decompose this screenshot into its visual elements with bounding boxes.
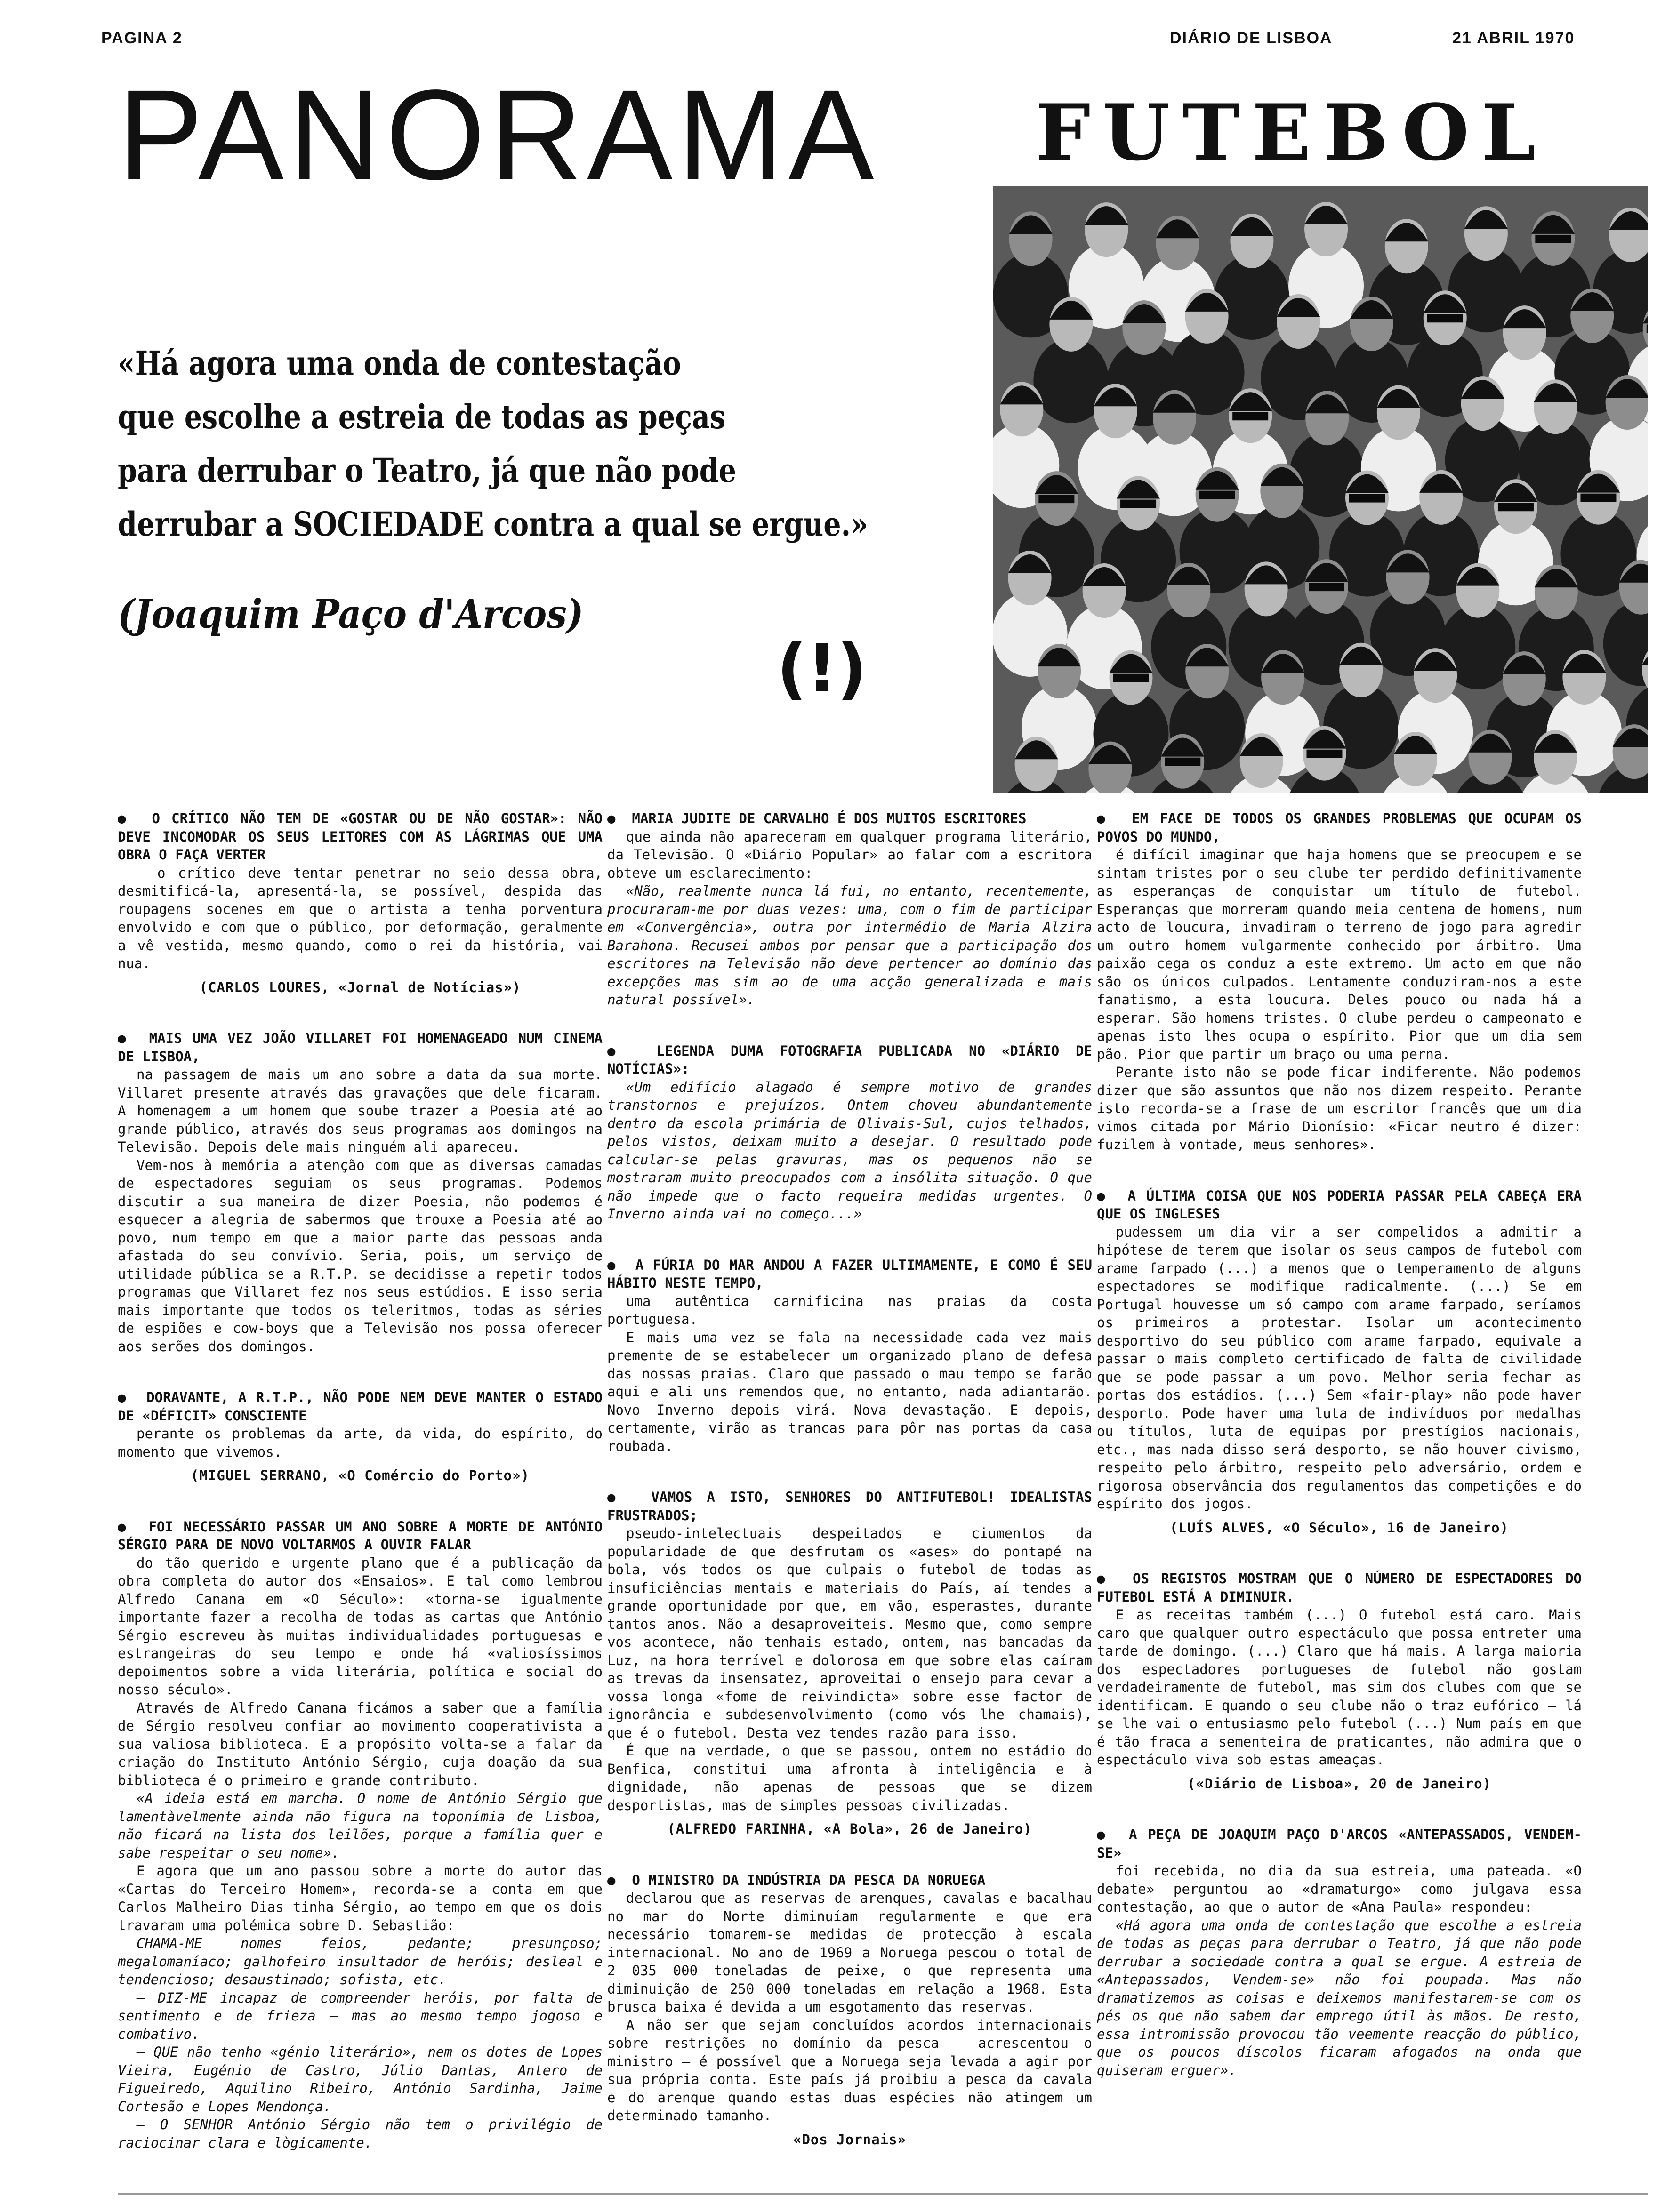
news-item-headline: ● O MINISTRO DA INDÚSTRIA DA PESCA DA NORUEGA — [607, 1871, 1092, 1890]
news-item — [1097, 1826, 1582, 2079]
news-item-paragraph: «Um edifício alagado é sempre motivo de grandes transtornos e prejuízos. Ontem choveu abundantemente dentro da escola primária de Olivais-Sul, cujos telhados, pelos vistos, deixam muito a desejar. O resultado pode calcular-se pelas gravuras, mas os pequenos não se mostraram muito preocupados com a insólita situação. O que não impede que o facto requeira medidas urgentes. O Inverno ainda vai no começo...» — [607, 1079, 1092, 1222]
news-item-headline: ● A ÚLTIMA COISA QUE NOS PODERIA PASSAR PELA CABEÇA ERA QUE OS INGLESES — [1097, 1187, 1582, 1223]
news-item — [607, 1488, 1092, 1838]
lead-quote-line: que escolhe a estreia de todas as peças — [118, 397, 726, 436]
article-column-1 — [118, 809, 603, 2152]
editorial-remark: (!) — [777, 631, 867, 707]
news-item-headline: ● DORAVANTE, A R.T.P., NÃO PODE NEM DEVE MANTER O ESTADO DE «DÉFICIT» CONSCIENTE — [118, 1388, 603, 1425]
news-item — [607, 1871, 1092, 2149]
section-title: FUTEBOL — [1036, 87, 1548, 178]
news-item-paragraph: na passagem de mais um ano sobre a data da sua morte. Villaret presente através das gravações que dele ficaram. A homenagem a um homem que soube trazer a Poesia até ao grande público, através dos seus programas aos domingos na Televisão. Depois dele mais ninguém ali apareceu. — [118, 1066, 603, 1155]
news-item — [1097, 1187, 1582, 1537]
news-item-paragraph: — O SENHOR António Sérgio não tem o privilégio de raciocinar clara e lògicamente. — [118, 2116, 603, 2151]
news-item-paragraph: A não ser que sejam concluídos acordos internacionais sobre restrições no domínio da pesca — acrescentou o ministro — é possível que a Noruega seja levada a agir por sua própria conta. Este país já proibiu a pesca da cavala e do arenque quando estas duas espécies não atingem um determinado tamanho. — [607, 2017, 1092, 2124]
news-item-paragraph: CHAMA-ME nomes feios, pedante; presunçoso; megalomaníaco; galhofeiro insultador de heróis; desleal e tendencioso; desaustinado; sofista, etc. — [118, 1935, 603, 1988]
quote-author: (Joaquim Paço d'Arcos) — [118, 591, 584, 637]
page-number: PAGINA 2 — [101, 29, 183, 47]
news-item-paragraph: Perante isto não se pode ficar indiferente. Não podemos dizer que são assuntos que não nos dizem respeito. Perante isto recorda-se a frase de um escritor francês que um dia vimos citada por Mário Dionísio: «Ficar neutro é dizer: fuzilem à vontade, meus senhores». — [1097, 1064, 1582, 1153]
news-item-paragraph: E agora que um ano passou sobre a morte do autor das «Cartas do Terceiro Homem», recorda-se a conta em que Carlos Malheiro Dias tinha Sérgio, ao tempo em que os dois travaram uma polémica sobre D. Sebastião: — [118, 1863, 603, 1933]
newspaper-name: DIÁRIO DE LISBOA — [1170, 29, 1333, 47]
lead-quote-line: para derrubar o Teatro, já que não pode — [118, 451, 737, 490]
news-item-source: (CARLOS LOURES, «Jornal de Notícias») — [199, 979, 521, 995]
bottom-rule — [118, 2193, 1648, 2195]
news-item-paragraph: — DIZ-ME incapaz de compreender heróis, por falta de sentimento e de frieza — mas ao mesmo tempo jogoso e combativo. — [118, 1989, 603, 2042]
news-item-paragraph: Através de Alfredo Canana ficámos a saber que a família de Sérgio resolveu confiar ao movimento cooperativista a sua valiosa biblioteca. E a propósito volta-se a falar da criação do Instituto António Sérgio, cuja doação da sua biblioteca é o primeiro e grande contributo. — [118, 1699, 603, 1788]
news-item — [607, 1256, 1092, 1456]
news-item-paragraph: É que na verdade, o que se passou, ontem no estádio do Benfica, constitui uma afronta à inteligência e à dignidade, não apenas de pessoas que se dizem desportistas, mas de simples pessoas civilizadas. — [607, 1743, 1092, 1813]
news-item-paragraph: «Há agora uma onda de contestação que escolhe a estreia de todas as peças para derrubar o Teatro, já que não pode derrubar a sociedade contra a qual se ergue. A estreia de «Antepassados, Vendem-se» não foi poupada. Mas não dramatizemos as coisas e deixemos manifestarem-se com os pés os que não sabem dar emprego útil às mãos. De resto, essa intromissão provocou tão veemente reacção do público, que os poucos díscolos ficaram afogados na onda que quiseram erguer». — [1097, 1917, 1582, 2078]
news-item-paragraph: declarou que as reservas de arenques, cavalas e bacalhau no mar do Norte diminuíam regularmente e que era necessário tomarem-se medidas de protecção à escala internacional. No ano de 1969 a Noruega pescou o total de 2 035 000 toneladas de peixe, o que representa uma diminuição de 250 000 toneladas em relação a 1968. Esta brusca baixa é devida a um esgotamento das reservas. — [607, 1890, 1092, 2015]
crowd-photo — [993, 186, 1648, 793]
news-item — [1097, 809, 1582, 1154]
news-item-paragraph: Vem-nos à memória a atenção com que as diversas camadas de espectadores seguiam os seus programas. Podemos discutir a sua maneira de dizer Poesia, não podemos é esquecer a alegria de sabermos que trouxe a Poesia até ao povo, num tempo em que a maior parte das pessoas anda afastada do seu convívio. Seria, pois, um serviço de utilidade pública se a R.T.P. se decidisse a repetir todos programas que Villaret fez nos seus estúdios. E isso seria mais importante que todos os teleritmos, todas as séries de espiões e cow-boys que a Televisão nos possa oferecer aos serões dos domingos. — [118, 1157, 603, 1354]
news-item — [607, 1042, 1092, 1223]
news-item-paragraph: perante os problemas da arte, da vida, do espírito, do momento que vivemos. — [118, 1426, 603, 1460]
news-item-headline: ● OS REGISTOS MOSTRAM QUE O NÚMERO DE ESPECTADORES DO FUTEBOL ESTÁ A DIMINUIR. — [1097, 1570, 1582, 1606]
news-item-headline: ● A FÚRIA DO MAR ANDOU A FAZER ULTIMAMENTE, E COMO É SEU HÁBITO NESTE TEMPO, — [607, 1256, 1092, 1292]
news-item-source: (LUÍS ALVES, «O Século», 16 de Janeiro) — [1170, 1519, 1509, 1536]
news-item — [607, 809, 1092, 1009]
article-column-2 — [607, 809, 1092, 2148]
news-item-paragraph: E as receitas também (...) O futebol está caro. Mais caro que qualquer outro espectáculo que possa entreter uma tarde de domingo. (...) Claro que há mais. A larga maioria dos espectadores portugueses de futebol não gostam verdadeiramente de futebol, mas sim dos clubes com que se identificam. E quando o seu clube não o traz eufórico — lá se lhe vai o entusiasmo pelo futebol (...) Num país em que é tão fraca a sementeira de praticantes, não admira que o espectáculo viva sob estas ameaças. — [1097, 1607, 1582, 1768]
news-item — [1097, 1570, 1582, 1793]
news-item — [118, 1518, 603, 2152]
news-item-headline: ● LEGENDA DUMA FOTOGRAFIA PUBLICADA NO «DIÁRIO DE NOTÍCIAS»: — [607, 1042, 1092, 1078]
news-item-headline: ● VAMOS A ISTO, SENHORES DO ANTIFUTEBOL! IDEALISTAS FRUSTRADOS; — [607, 1488, 1092, 1524]
lead-quote-line: derrubar a SOCIEDADE contra a qual se ergue.» — [118, 505, 868, 544]
news-item-source: (ALFREDO FARINHA, «A Bola», 26 de Janeiro) — [667, 1821, 1032, 1837]
news-item-headline: ● O CRÍTICO NÃO TEM DE «GOSTAR OU DE NÃO GOSTAR»: NÃO DEVE INCOMODAR OS SEUS LEITORES COM AS LÁGRIMAS QUE UMA OBRA O FAÇA VERTER — [118, 809, 603, 864]
news-item-headline: ● EM FACE DE TODOS OS GRANDES PROBLEMAS QUE OCUPAM OS POVOS DO MUNDO, — [1097, 809, 1582, 846]
lead-quote — [118, 337, 868, 551]
news-item-source: «Dos Jornais» — [793, 2131, 906, 2148]
news-item-paragraph: do tão querido e urgente plano que é a publicação da obra completa do autor dos «Ensaios». E tal como lembrou Alfredo Canana em «O Século»: «torna-se igualmente importante fazer a recolha de todas as cartas que António Sérgio escreveu às muitas individualidades portuguesas e estrangeiras do seu tempo e onde há «valiosíssimos depoimentos sobre a vida literária, política e social do nosso século». — [118, 1555, 603, 1698]
news-item-paragraph: «A ideia está em marcha. O nome de António Sérgio que lamentàvelmente ainda não figura na toponímia de Lisboa, não ficará na lista dos leilões, porque a família quer e sabe respeitar o seu nome». — [118, 1790, 603, 1861]
masthead-title: PANORAMA — [118, 63, 879, 206]
news-item-paragraph: — QUE não tenho «génio literário», nem os dotes de Lopes Vieira, Eugénio de Castro, Júlio Dantas, Antero de Figueiredo, Aquilino Ribeiro, António Sardinha, Jaime Cortesão e Lopes Mendonça. — [118, 2044, 603, 2115]
news-item-headline: ● MAIS UMA VEZ JOÃO VILLARET FOI HOMENAGEADO NUM CINEMA DE LISBOA, — [118, 1029, 603, 1066]
news-item-headline: ● FOI NECESSÁRIO PASSAR UM ANO SOBRE A MORTE DE ANTÓNIO SÉRGIO PARA DE NOVO VOLTARMOS A OUVIR FALAR — [118, 1518, 603, 1554]
news-item-paragraph: uma autêntica carnificina nas praias da costa portuguesa. — [607, 1293, 1092, 1327]
news-item-paragraph: pseudo-intelectuais despeitados e ciumentos da popularidade de que desfrutam os «ases» do pontapé na bola, vós todos os que culpais o futebol de todas as insuficiências mentais e materiais do País, aí tendes a grande oportunidade por que, em vão, esperastes, durante tantos anos. Não a desaproveiteis. Mesmo que, como sempre vos acontece, não tenhais estado, ontem, nas bancadas da Luz, na hora terrível e dolorosa em que sobre elas caíram as trevas da insensatez, aproveitai o ensejo para cevar a vossa longa «fome de reivindicta» sobre esse factor de ignorância e subdesenvolvimento (como vós lhe chamais), que é o futebol. Desta vez tendes razão para isso. — [607, 1525, 1092, 1741]
news-item-source: («Diário de Lisboa», 20 de Janeiro) — [1187, 1775, 1492, 1792]
news-item-paragraph: que ainda não apareceram em qualquer programa literário, da Televisão. O «Diário Popular» ao falar com a escritora obteve um esclarecimento: — [607, 828, 1092, 881]
news-item — [118, 1029, 603, 1355]
issue-date: 21 ABRIL 1970 — [1452, 29, 1575, 47]
news-item-paragraph: — o crítico deve tentar penetrar no seio dessa obra, desmitificá-la, apresentá-la, se possível, despida das roupagens socenes em que o artista a tenha porventura envolvido e com que o público, por deformação, geralmente a vê vestida, mesmo quando, como o rei da história, vai nua. — [118, 865, 603, 971]
news-item-headline: ● A PEÇA DE JOAQUIM PAÇO D'ARCOS «ANTEPASSADOS, VENDEM-SE» — [1097, 1826, 1582, 1862]
news-item-headline: ● MARIA JUDITE DE CARVALHO É DOS MUITOS ESCRITORES — [607, 809, 1092, 828]
news-item — [118, 1388, 603, 1485]
article-column-3 — [1097, 809, 1582, 2079]
news-item — [118, 809, 603, 996]
news-item-paragraph: é difícil imaginar que haja homens que se preocupem e se sintam tristes por o seu clube ter perdido definitivamente as esperanças de conquistar um título de futebol. Esperanças que morreram quando meia centena de homens, num acto de loucura, invadiram o terreno de jogo para agredir um outro homem vulgarmente conhecido por árbitro. Uma paixão cega os conduz a este extremo. Um acto em que não são os únicos culpados. Lentamente conduziram-nos a este fanatismo, a esta loucura. Deles pouco ou nada há a esperar. São homens tristes. O clube perdeu o campeonato e apenas isto lhes ocupa o espírito. Pior que um dia sem pão. Pior que partir um braço ou uma perna. — [1097, 847, 1582, 1062]
news-item-paragraph: foi recebida, no dia da sua estreia, uma pateada. «O debate» perguntou ao «dramaturgo» como julgava essa contestação, ao que o autor de «Ana Paula» respondeu: — [1097, 1863, 1582, 1915]
lead-quote-line: «Há agora uma onda de contestação — [118, 344, 681, 383]
news-item-paragraph: pudessem um dia vir a ser compelidos a admitir a hipótese de terem que isolar os seus campos de futebol com arame farpado (...) a menos que o temperamento de alguns espectadores se modifique radicalmente. (...) Se em Portugal houvesse um só campo com arame farpado, seríamos os primeiros a protestar. Isolar um acontecimento desportivo do seu público com arame farpado, equivale a passar o mais completo certificado de falta de civilidade que se pode passar a um povo. Melhor seria fechar as portas dos estádios. (...) Sem «fair-play» não pode haver desporto. Pode haver uma luta de indivíduos por medalhas ou títulos, luta de equipas por prestígios nacionais, etc., mas nada disso será desporto, se não houver civismo, respeito pelo árbitro, respeito pelo adversário, ordem e rigorosa observância dos regulamentos das competições e do espírito dos jogos. — [1097, 1224, 1582, 1512]
news-item-source: (MIGUEL SERRANO, «O Comércio do Porto») — [191, 1467, 530, 1483]
news-item-paragraph: «Não, realmente nunca lá fui, no entanto, recentemente, procuraram-me por duas vezes: uma, com o fim de participar em «Convergência», outra por intermédio de Maria Alzira Barahona. Recusei ambos por pensar que a participação dos escritores na Televisão não deve pertencer ao domínio das excepções mas sim ao de uma acção generalizada e mais natural possível». — [607, 883, 1092, 1008]
crowd-photo-image — [993, 186, 1648, 793]
news-item-paragraph: E mais uma vez se fala na necessidade cada vez mais premente de se estabelecer um organizado plano de defesa das nossas praias. Claro que passado o mau tempo se farão aqui e ali uns remendos que, no entanto, nada adiantarão. Novo Inverno depois virá. Nova devastação. E depois, certamente, virão as trancas para pôr nas portas da casa roubada. — [607, 1329, 1092, 1454]
